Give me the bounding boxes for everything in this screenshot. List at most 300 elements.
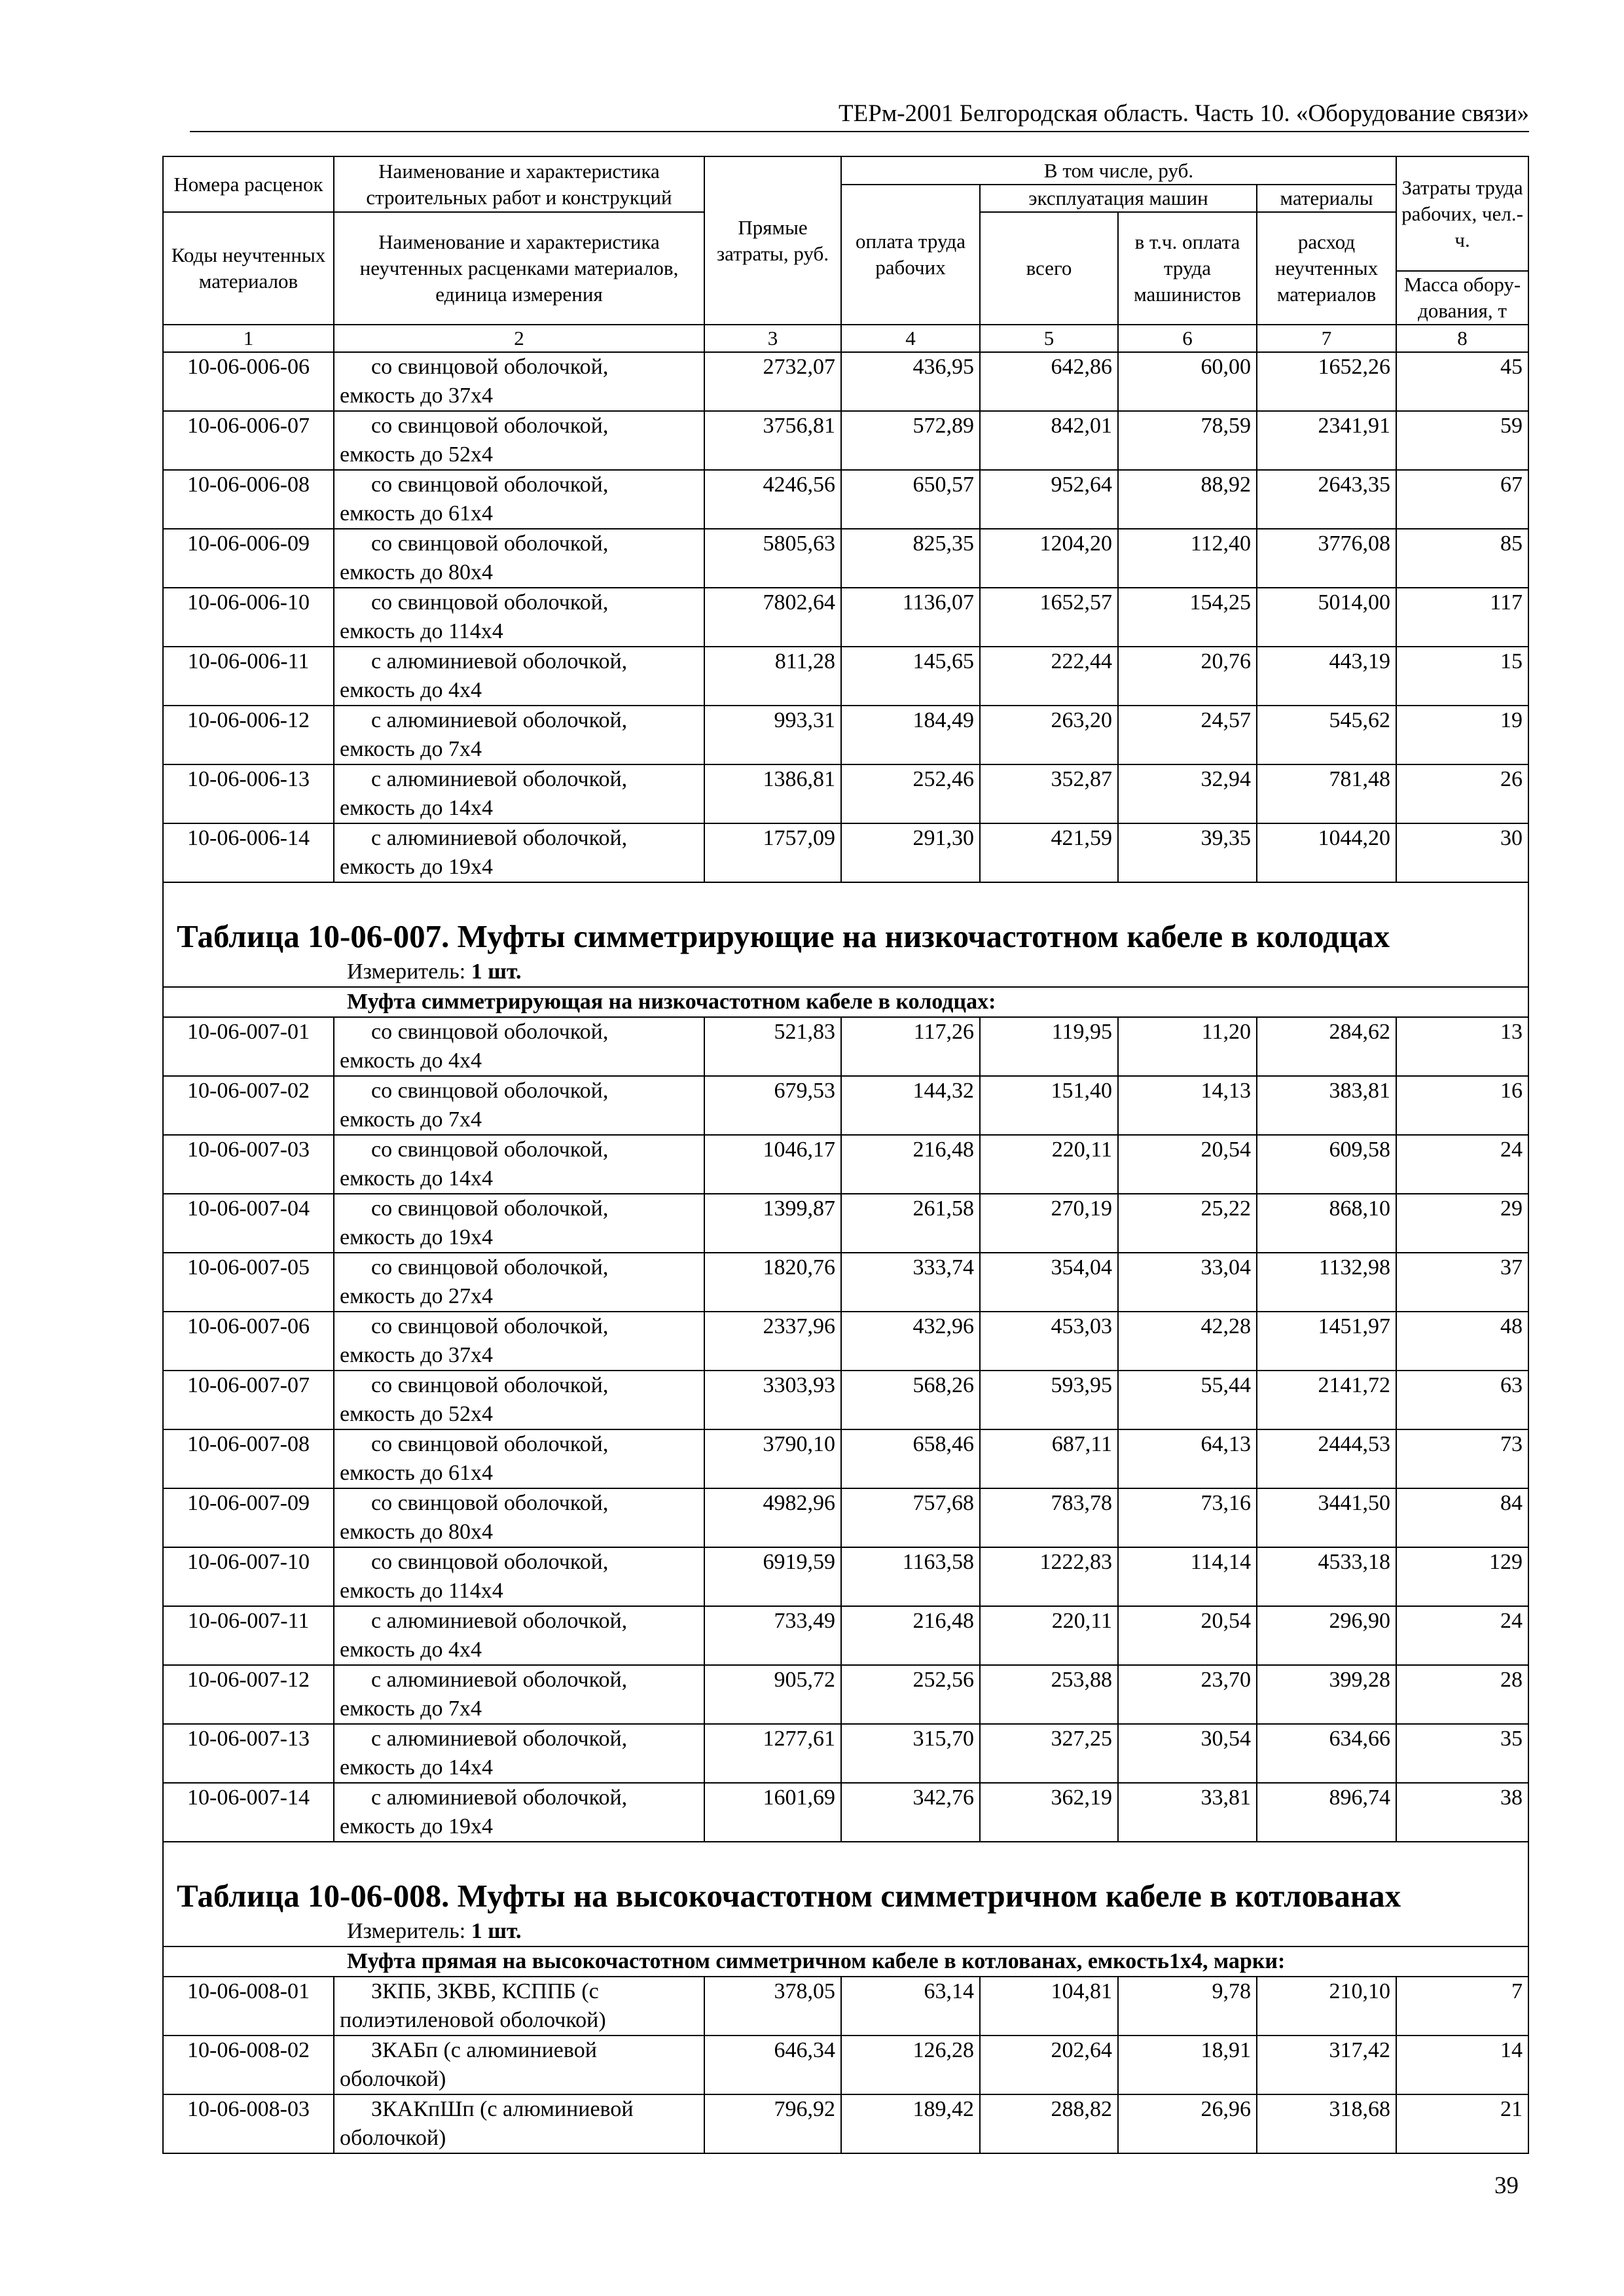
work-name-line2: емкость до 4х4 (340, 1638, 482, 1662)
meter-label: Измеритель: (347, 960, 466, 984)
col-header-zatraty-truda: Затраты труда рабочих, чел.-ч. (1396, 156, 1528, 271)
labor-cost: 572,89 (841, 411, 980, 470)
direct-cost: 1820,76 (704, 1253, 841, 1312)
materials-cost: 383,81 (1257, 1076, 1396, 1135)
materials-cost: 1451,97 (1257, 1312, 1396, 1371)
labor-hours: 13 (1396, 1017, 1528, 1076)
work-name-line1: со свинцовой оболочкой, (371, 1491, 609, 1515)
rate-code: 10-06-008-03 (163, 2094, 334, 2153)
work-name-line2: емкость до 19х4 (340, 1814, 493, 1839)
labor-cost: 757,68 (841, 1488, 980, 1547)
labor-hours: 28 (1396, 1665, 1528, 1724)
operators-cost: 9,78 (1118, 1977, 1257, 2036)
labor-hours: 117 (1396, 588, 1528, 647)
direct-cost: 521,83 (704, 1017, 841, 1076)
work-name-line1: ЗКАКпШп (с алюминиевой (371, 2097, 634, 2121)
materials-cost: 781,48 (1257, 764, 1396, 823)
labor-cost: 342,76 (841, 1783, 980, 1842)
materials-cost: 443,19 (1257, 647, 1396, 706)
operators-cost: 11,20 (1118, 1017, 1257, 1076)
work-name-line2: емкость до 14х4 (340, 1166, 493, 1191)
work-name-line1: с алюминиевой оболочкой, (371, 1609, 628, 1633)
materials-cost: 5014,00 (1257, 588, 1396, 647)
work-name-line2: емкость до 61х4 (340, 501, 493, 526)
rate-code: 10-06-006-11 (163, 647, 334, 706)
machines-cost: 952,64 (980, 470, 1118, 529)
direct-cost: 1757,09 (704, 823, 841, 882)
materials-cost: 868,10 (1257, 1194, 1396, 1253)
work-name (334, 1312, 704, 1371)
labor-cost: 63,14 (841, 1977, 980, 2036)
machines-cost: 593,95 (980, 1371, 1118, 1429)
machines-cost: 1222,83 (980, 1547, 1118, 1606)
col-header-massa: Масса обору-дования, т (1396, 271, 1528, 325)
materials-cost: 296,90 (1257, 1606, 1396, 1665)
machines-cost: 783,78 (980, 1488, 1118, 1547)
labor-cost: 291,30 (841, 823, 980, 882)
work-name-line2: емкость до 19х4 (340, 1225, 493, 1249)
work-name (334, 1488, 704, 1547)
work-name-line2: емкость до 7х4 (340, 737, 482, 761)
labor-hours: 85 (1396, 529, 1528, 588)
work-name-line1: со свинцовой оболочкой, (371, 1550, 609, 1574)
machines-cost: 288,82 (980, 2094, 1118, 2153)
work-name-line1: со свинцовой оболочкой, (371, 1079, 609, 1103)
labor-hours: 29 (1396, 1194, 1528, 1253)
work-name-line2: емкость до 80х4 (340, 560, 493, 584)
labor-hours: 38 (1396, 1783, 1528, 1842)
labor-hours: 24 (1396, 1606, 1528, 1665)
table-007-title-cell (163, 882, 1528, 958)
work-name (334, 706, 704, 764)
header-rule (190, 131, 1529, 132)
work-name (334, 1547, 704, 1606)
work-name (334, 1724, 704, 1783)
operators-cost: 14,13 (1118, 1076, 1257, 1135)
col-number: 4 (841, 325, 980, 352)
work-name (334, 588, 704, 647)
materials-cost: 896,74 (1257, 1783, 1396, 1842)
labor-hours: 16 (1396, 1076, 1528, 1135)
col-header-ekspluataciya: эксплуатация машин (980, 185, 1257, 212)
work-name (334, 1429, 704, 1488)
labor-cost: 144,32 (841, 1076, 980, 1135)
labor-cost: 252,56 (841, 1665, 980, 1724)
operators-cost: 24,57 (1118, 706, 1257, 764)
direct-cost: 1399,87 (704, 1194, 841, 1253)
machines-cost: 263,20 (980, 706, 1118, 764)
labor-cost: 184,49 (841, 706, 980, 764)
work-name-line1: с алюминиевой оболочкой, (371, 708, 628, 732)
labor-hours: 7 (1396, 1977, 1528, 2036)
rate-code: 10-06-007-06 (163, 1312, 334, 1371)
col-header-kody: Коды неучтенных материалов (163, 212, 334, 325)
operators-cost: 42,28 (1118, 1312, 1257, 1371)
rate-code: 10-06-008-02 (163, 2036, 334, 2094)
work-name-line1: с алюминиевой оболочкой, (371, 649, 628, 673)
direct-cost: 3756,81 (704, 411, 841, 470)
materials-cost: 1652,26 (1257, 352, 1396, 411)
labor-hours: 15 (1396, 647, 1528, 706)
rate-code: 10-06-007-05 (163, 1253, 334, 1312)
labor-cost: 261,58 (841, 1194, 980, 1253)
work-name-line2: оболочкой) (340, 2126, 446, 2150)
direct-cost: 3303,93 (704, 1371, 841, 1429)
machines-cost: 421,59 (980, 823, 1118, 882)
work-name (334, 1194, 704, 1253)
machines-cost: 354,04 (980, 1253, 1118, 1312)
operators-cost: 154,25 (1118, 588, 1257, 647)
materials-cost: 1132,98 (1257, 1253, 1396, 1312)
materials-cost: 317,42 (1257, 2036, 1396, 2094)
work-name-line2: емкость до 37х4 (340, 1343, 493, 1367)
work-name-line2: емкость до 4х4 (340, 1049, 482, 1073)
work-name-line1: со свинцовой оболочкой, (371, 531, 609, 556)
work-name (334, 647, 704, 706)
work-name-line2: емкость до 14х4 (340, 1755, 493, 1780)
work-name-line2: емкость до 80х4 (340, 1520, 493, 1544)
rate-code: 10-06-006-08 (163, 470, 334, 529)
direct-cost: 733,49 (704, 1606, 841, 1665)
col-header-rashod: расход неучтенных материалов (1257, 212, 1396, 325)
direct-cost: 2337,96 (704, 1312, 841, 1371)
rate-code: 10-06-008-01 (163, 1977, 334, 2036)
materials-cost: 2141,72 (1257, 1371, 1396, 1429)
work-name-line1: с алюминиевой оболочкой, (371, 767, 628, 791)
work-name-line2: оболочкой) (340, 2067, 446, 2091)
labor-hours: 129 (1396, 1547, 1528, 1606)
operators-cost: 25,22 (1118, 1194, 1257, 1253)
labor-cost: 216,48 (841, 1606, 980, 1665)
materials-cost: 545,62 (1257, 706, 1396, 764)
direct-cost: 811,28 (704, 647, 841, 706)
table-007-body (163, 1017, 1528, 1842)
machines-cost: 151,40 (980, 1076, 1118, 1135)
rate-code: 10-06-007-03 (163, 1135, 334, 1194)
materials-cost: 609,58 (1257, 1135, 1396, 1194)
work-name-line2: емкость до 37х4 (340, 384, 493, 408)
machines-cost: 253,88 (980, 1665, 1118, 1724)
table-008-heading (163, 1842, 1528, 1977)
machines-cost: 453,03 (980, 1312, 1118, 1371)
labor-cost: 315,70 (841, 1724, 980, 1783)
rate-code: 10-06-007-13 (163, 1724, 334, 1783)
machines-cost: 202,64 (980, 2036, 1118, 2094)
operators-cost: 18,91 (1118, 2036, 1257, 2094)
machines-cost: 327,25 (980, 1724, 1118, 1783)
labor-cost: 126,28 (841, 2036, 980, 2094)
machines-cost: 270,19 (980, 1194, 1118, 1253)
col-header-v-tom-chisle: В том числе, руб. (841, 156, 1396, 185)
work-name (334, 1076, 704, 1135)
rate-code: 10-06-007-02 (163, 1076, 334, 1135)
meter-value: 1 шт. (471, 1919, 522, 1943)
labor-hours: 73 (1396, 1429, 1528, 1488)
machines-cost: 352,87 (980, 764, 1118, 823)
machines-cost: 362,19 (980, 1783, 1118, 1842)
direct-cost: 1601,69 (704, 1783, 841, 1842)
work-name (334, 1977, 704, 2036)
operators-cost: 32,94 (1118, 764, 1257, 823)
materials-cost: 2341,91 (1257, 411, 1396, 470)
rate-code: 10-06-006-14 (163, 823, 334, 882)
direct-cost: 378,05 (704, 1977, 841, 2036)
work-name-line1: со свинцовой оболочкой, (371, 1196, 609, 1221)
rate-code: 10-06-007-10 (163, 1547, 334, 1606)
rate-code: 10-06-007-08 (163, 1429, 334, 1488)
work-name-line1: со свинцовой оболочкой, (371, 355, 609, 379)
work-name-line1: со свинцовой оболочкой, (371, 1138, 609, 1162)
col-header-nomera: Номера расценок (163, 156, 334, 212)
work-name (334, 1135, 704, 1194)
direct-cost: 1277,61 (704, 1724, 841, 1783)
table-row (163, 764, 1528, 823)
operators-cost: 20,76 (1118, 647, 1257, 706)
materials-cost: 284,62 (1257, 1017, 1396, 1076)
work-name-line2: емкость до 14х4 (340, 796, 493, 820)
labor-hours: 59 (1396, 411, 1528, 470)
labor-hours: 63 (1396, 1371, 1528, 1429)
direct-cost: 679,53 (704, 1076, 841, 1135)
work-name (334, 470, 704, 529)
machines-cost: 220,11 (980, 1135, 1118, 1194)
operators-cost: 64,13 (1118, 1429, 1257, 1488)
labor-hours: 37 (1396, 1253, 1528, 1312)
col-header-materialy: материалы (1257, 185, 1396, 212)
table-row (163, 823, 1528, 882)
machines-cost: 119,95 (980, 1017, 1118, 1076)
table-008-subheading: Муфта прямая на высокочастотном симметричном кабеле в котлованах, емкость1х4, марки: (163, 1946, 1528, 1977)
work-name-line1: с алюминиевой оболочкой, (371, 1785, 628, 1810)
table-row (163, 411, 1528, 470)
table-row (163, 647, 1528, 706)
rate-code: 10-06-007-04 (163, 1194, 334, 1253)
table-row (163, 1606, 1528, 1665)
col-number: 1 (163, 325, 334, 352)
labor-cost: 145,65 (841, 647, 980, 706)
machines-cost: 1652,57 (980, 588, 1118, 647)
table-row (163, 1429, 1528, 1488)
table-row (163, 1135, 1528, 1194)
rate-code: 10-06-007-12 (163, 1665, 334, 1724)
table-008-title: Таблица 10-06-008. Муфты на высокочастотном симметричном кабеле в котлованах (177, 1878, 1401, 1914)
work-name-line1: ЗКПБ, ЗКВБ, КСППБ (с (371, 1979, 599, 2003)
work-name-line1: со свинцовой оболочкой, (371, 590, 609, 615)
work-name (334, 1017, 704, 1076)
rates-table (162, 156, 1529, 2154)
table-row (163, 2036, 1528, 2094)
table-row (163, 1977, 1528, 2036)
table-007-subheading: Муфта симметрирующая на низкочастотном кабеле в колодцах: (163, 987, 1528, 1017)
table-006-body (163, 352, 1528, 882)
work-name-line1: со свинцовой оболочкой, (371, 1314, 609, 1338)
work-name-line2: емкость до 19х4 (340, 855, 493, 879)
table-row (163, 1488, 1528, 1547)
work-name-line2: емкость до 7х4 (340, 1107, 482, 1132)
work-name (334, 764, 704, 823)
work-name-line2: емкость до 52х4 (340, 442, 493, 467)
direct-cost: 4982,96 (704, 1488, 841, 1547)
work-name (334, 529, 704, 588)
work-name-line2: полиэтиленовой оболочкой) (340, 2008, 606, 2032)
materials-cost: 2444,53 (1257, 1429, 1396, 1488)
work-name (334, 1371, 704, 1429)
table-row (163, 470, 1528, 529)
rate-code: 10-06-007-01 (163, 1017, 334, 1076)
work-name-line1: со свинцовой оболочкой, (371, 1255, 609, 1280)
work-name-line2: емкость до 114х4 (340, 1579, 503, 1603)
table-row (163, 352, 1528, 411)
operators-cost: 20,54 (1118, 1606, 1257, 1665)
machines-cost: 642,86 (980, 352, 1118, 411)
materials-cost: 318,68 (1257, 2094, 1396, 2153)
table-row (163, 588, 1528, 647)
work-name-line1: с алюминиевой оболочкой, (371, 1727, 628, 1751)
work-name (334, 823, 704, 882)
table-007-heading (163, 882, 1528, 1017)
work-name (334, 1783, 704, 1842)
labor-hours: 67 (1396, 470, 1528, 529)
work-name (334, 1665, 704, 1724)
direct-cost: 6919,59 (704, 1547, 841, 1606)
labor-hours: 30 (1396, 823, 1528, 882)
labor-cost: 658,46 (841, 1429, 980, 1488)
col-number: 3 (704, 325, 841, 352)
rate-code: 10-06-006-10 (163, 588, 334, 647)
operators-cost: 23,70 (1118, 1665, 1257, 1724)
operators-cost: 20,54 (1118, 1135, 1257, 1194)
direct-cost: 796,92 (704, 2094, 841, 2153)
col-header-pryamye: Прямые затраты, руб. (704, 156, 841, 325)
labor-cost: 252,46 (841, 764, 980, 823)
table-row (163, 529, 1528, 588)
labor-hours: 35 (1396, 1724, 1528, 1783)
work-name-line1: со свинцовой оболочкой, (371, 414, 609, 438)
work-name-line1: ЗКАБп (с алюминиевой (371, 2038, 597, 2062)
rate-code: 10-06-006-09 (163, 529, 334, 588)
direct-cost: 2732,07 (704, 352, 841, 411)
labor-cost: 650,57 (841, 470, 980, 529)
operators-cost: 30,54 (1118, 1724, 1257, 1783)
work-name-line2: емкость до 61х4 (340, 1461, 493, 1485)
materials-cost: 399,28 (1257, 1665, 1396, 1724)
direct-cost: 993,31 (704, 706, 841, 764)
operators-cost: 33,04 (1118, 1253, 1257, 1312)
labor-cost: 436,95 (841, 352, 980, 411)
operators-cost: 39,35 (1118, 823, 1257, 882)
work-name-line2: емкость до 7х4 (340, 1696, 482, 1721)
materials-cost: 1044,20 (1257, 823, 1396, 882)
operators-cost: 114,14 (1118, 1547, 1257, 1606)
operators-cost: 26,96 (1118, 2094, 1257, 2153)
rate-code: 10-06-007-11 (163, 1606, 334, 1665)
machines-cost: 1204,20 (980, 529, 1118, 588)
labor-cost: 432,96 (841, 1312, 980, 1371)
work-name-line1: со свинцовой оболочкой, (371, 473, 609, 497)
rate-code: 10-06-007-09 (163, 1488, 334, 1547)
labor-cost: 189,42 (841, 2094, 980, 2153)
direct-cost: 905,72 (704, 1665, 841, 1724)
table-row (163, 1783, 1528, 1842)
col-number: 6 (1118, 325, 1257, 352)
labor-cost: 825,35 (841, 529, 980, 588)
work-name (334, 2094, 704, 2153)
page-header: ТЕРм-2001 Белгородская область. Часть 10. «Оборудование связи» (839, 100, 1529, 127)
table-row (163, 1194, 1528, 1253)
operators-cost: 112,40 (1118, 529, 1257, 588)
col-header-vsego: всего (980, 212, 1118, 325)
rate-code: 10-06-007-07 (163, 1371, 334, 1429)
table-008-meter (163, 1917, 1528, 1946)
table-row (163, 1312, 1528, 1371)
page-number: 39 (1494, 2172, 1519, 2199)
col-number: 7 (1257, 325, 1396, 352)
table-row (163, 1547, 1528, 1606)
table-007-title: Таблица 10-06-007. Муфты симметрирующие на низкочастотном кабеле в колодцах (177, 918, 1390, 954)
work-name-line1: с алюминиевой оболочкой, (371, 826, 628, 850)
work-name-line1: со свинцовой оболочкой, (371, 1020, 609, 1044)
rate-code: 10-06-006-12 (163, 706, 334, 764)
materials-cost: 3441,50 (1257, 1488, 1396, 1547)
table-008-title-cell (163, 1842, 1528, 1917)
labor-cost: 1136,07 (841, 588, 980, 647)
materials-cost: 3776,08 (1257, 529, 1396, 588)
machines-cost: 687,11 (980, 1429, 1118, 1488)
labor-hours: 84 (1396, 1488, 1528, 1547)
labor-hours: 14 (1396, 2036, 1528, 2094)
materials-cost: 4533,18 (1257, 1547, 1396, 1606)
col-header-oplata: оплата труда рабочих (841, 185, 980, 325)
operators-cost: 73,16 (1118, 1488, 1257, 1547)
col-header-naimenovanie-neuchtennyh: Наименование и характеристика неучтенных расценками материалов, единица измерения (334, 212, 704, 325)
direct-cost: 5805,63 (704, 529, 841, 588)
work-name-line1: со свинцовой оболочкой, (371, 1432, 609, 1456)
materials-cost: 634,66 (1257, 1724, 1396, 1783)
labor-hours: 21 (1396, 2094, 1528, 2153)
table-row (163, 2094, 1528, 2153)
table-row (163, 1371, 1528, 1429)
work-name-line2: емкость до 52х4 (340, 1402, 493, 1426)
meter-label: Измеритель: (347, 1919, 466, 1943)
table-row (163, 1017, 1528, 1076)
meter-value: 1 шт. (471, 960, 522, 984)
labor-hours: 19 (1396, 706, 1528, 764)
direct-cost: 1386,81 (704, 764, 841, 823)
table-007-meter (163, 958, 1528, 987)
col-header-v-t-ch-oplata: в т.ч. оплата труда машинистов (1118, 212, 1257, 325)
labor-cost: 1163,58 (841, 1547, 980, 1606)
labor-hours: 48 (1396, 1312, 1528, 1371)
machines-cost: 220,11 (980, 1606, 1118, 1665)
work-name (334, 1606, 704, 1665)
direct-cost: 7802,64 (704, 588, 841, 647)
work-name-line2: емкость до 27х4 (340, 1284, 493, 1308)
col-header-naimenovanie: Наименование и характеристика строительных работ и конструкций (334, 156, 704, 212)
direct-cost: 4246,56 (704, 470, 841, 529)
operators-cost: 88,92 (1118, 470, 1257, 529)
table-008-body (163, 1977, 1528, 2153)
direct-cost: 1046,17 (704, 1135, 841, 1194)
table-row (163, 1253, 1528, 1312)
work-name (334, 1253, 704, 1312)
labor-cost: 216,48 (841, 1135, 980, 1194)
table-row (163, 706, 1528, 764)
machines-cost: 842,01 (980, 411, 1118, 470)
labor-cost: 333,74 (841, 1253, 980, 1312)
col-number: 2 (334, 325, 704, 352)
labor-hours: 24 (1396, 1135, 1528, 1194)
col-number: 5 (980, 325, 1118, 352)
